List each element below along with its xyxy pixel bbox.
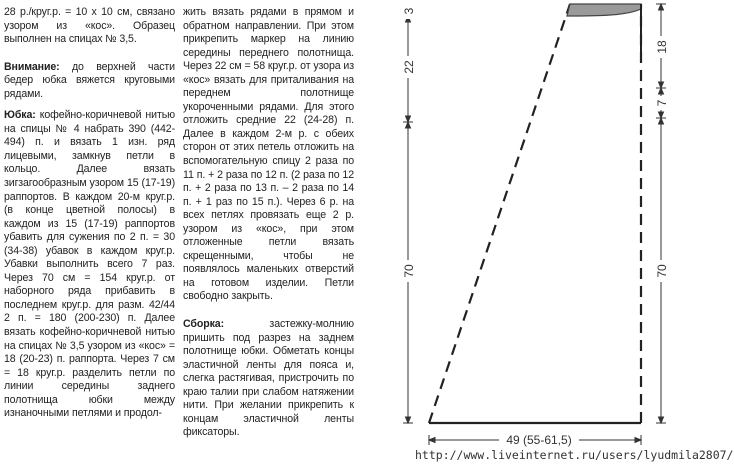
side-seam-line: [429, 4, 570, 423]
left-middle-dimension-label: 22: [402, 60, 416, 74]
right-dimension-line: [656, 4, 666, 423]
attention-text: до верхней части бедер юбка вяжется круговыми рядами.: [4, 60, 175, 100]
left-top-dimension-label: 3: [402, 7, 416, 15]
skirt-paragraph: [4, 109, 175, 421]
attention-paragraph: [4, 61, 175, 102]
right-bottom-dimension-label: 70: [655, 264, 669, 278]
skirt-text: кофейно-коричневой нитью на спицы № 4 набрать 390 (442-494) п. и вязать 1 изн. ряд лицевыми, замкнув петли в кольцо. Далее вязать зигзагообразным узором 15 (17-19) раппортов. В каждом 20-м круг.р. (в конце цветной полосы) в каждом из 15 (17-19) раппортов убавить для сужения по 2 п. = 30 (34-38) убавок в каждом круг.р. Убавки выполнить всего 7 раз. Через 70 см = 154 круг.р. от наборного ряда прибавить в последнем круг.р. для разм. 42/44 2 п. = 180 (200-230) п. Далее вязать кофейно-коричневой нитью на спицах № 3,5 узором из «кос» = 18 (20-23) п. раппорта. Через 7 см = 18 круг.р. разделить петли по линии середины заднего полотнища юбки между изнаночными петлями и продол-: [4, 109, 175, 420]
instructions-column-right: [183, 6, 354, 454]
gauge-paragraph: 28 р./круг.р. = 10 х 10 см, связано узором из «кос». Образец выполнен на спицах № 3,5.: [4, 6, 175, 46]
assembly-label: Сборка:: [183, 318, 225, 331]
skirt-outline: [429, 4, 641, 423]
skirt-continuation-paragraph: жить вязать рядами в прямом и обратном направлении. При этом прикрепить маркер на линию середины переднего полотнища. Через 22 см = 58 круг.р. от узора из «кос» вязать для приталивания на переднем полотнище укороченными рядами. Для этого отложить средние 22 (24-28) п. Далее в каждом 2-м р. с обеих сторон от этих петель отложить на вспомогательную спицу 2 раза по 11 п. + 2 раза по 12 п. (2 раза по 12 п. + 2 раза по 13 п. – 2 раза по 14 п. + 1 раз по 15 п.). Через 6 р. на всех петлях провязать еще 2 р. узором из «кос», при этом отложенные петли вязать скрещенными, чтобы не появлялось маленьких отверстий на готовом изделии. Петли свободно закрыть.: [183, 6, 354, 303]
right-middle-dimension-label: 7: [655, 99, 669, 107]
attention-label: Внимание:: [4, 60, 60, 73]
source-watermark: http://www.liveinternet.ru/users/lyudmila2807/: [415, 448, 734, 462]
assembly-paragraph: [183, 318, 354, 440]
right-top-dimension-label: 18: [655, 40, 669, 54]
assembly-text: застежку-молнию пришить под разрез на заднем полотнище юбки. Обметать концы эластичной ленты для пояса и, слегка растягивая, пристрочить по краю талии при слабом натяжении нити. При желании прикрепить к концам эластичной ленты фиксаторы.: [183, 318, 354, 439]
skirt-pattern-schema: [395, 0, 699, 465]
waistband-shaded-area: [567, 4, 641, 16]
bottom-width-dimension-label: 49 (55-61,5): [506, 433, 572, 447]
instructions-column-left: [4, 6, 175, 435]
skirt-label: Юбка:: [4, 109, 36, 122]
left-bottom-dimension-label: 70: [402, 264, 416, 278]
